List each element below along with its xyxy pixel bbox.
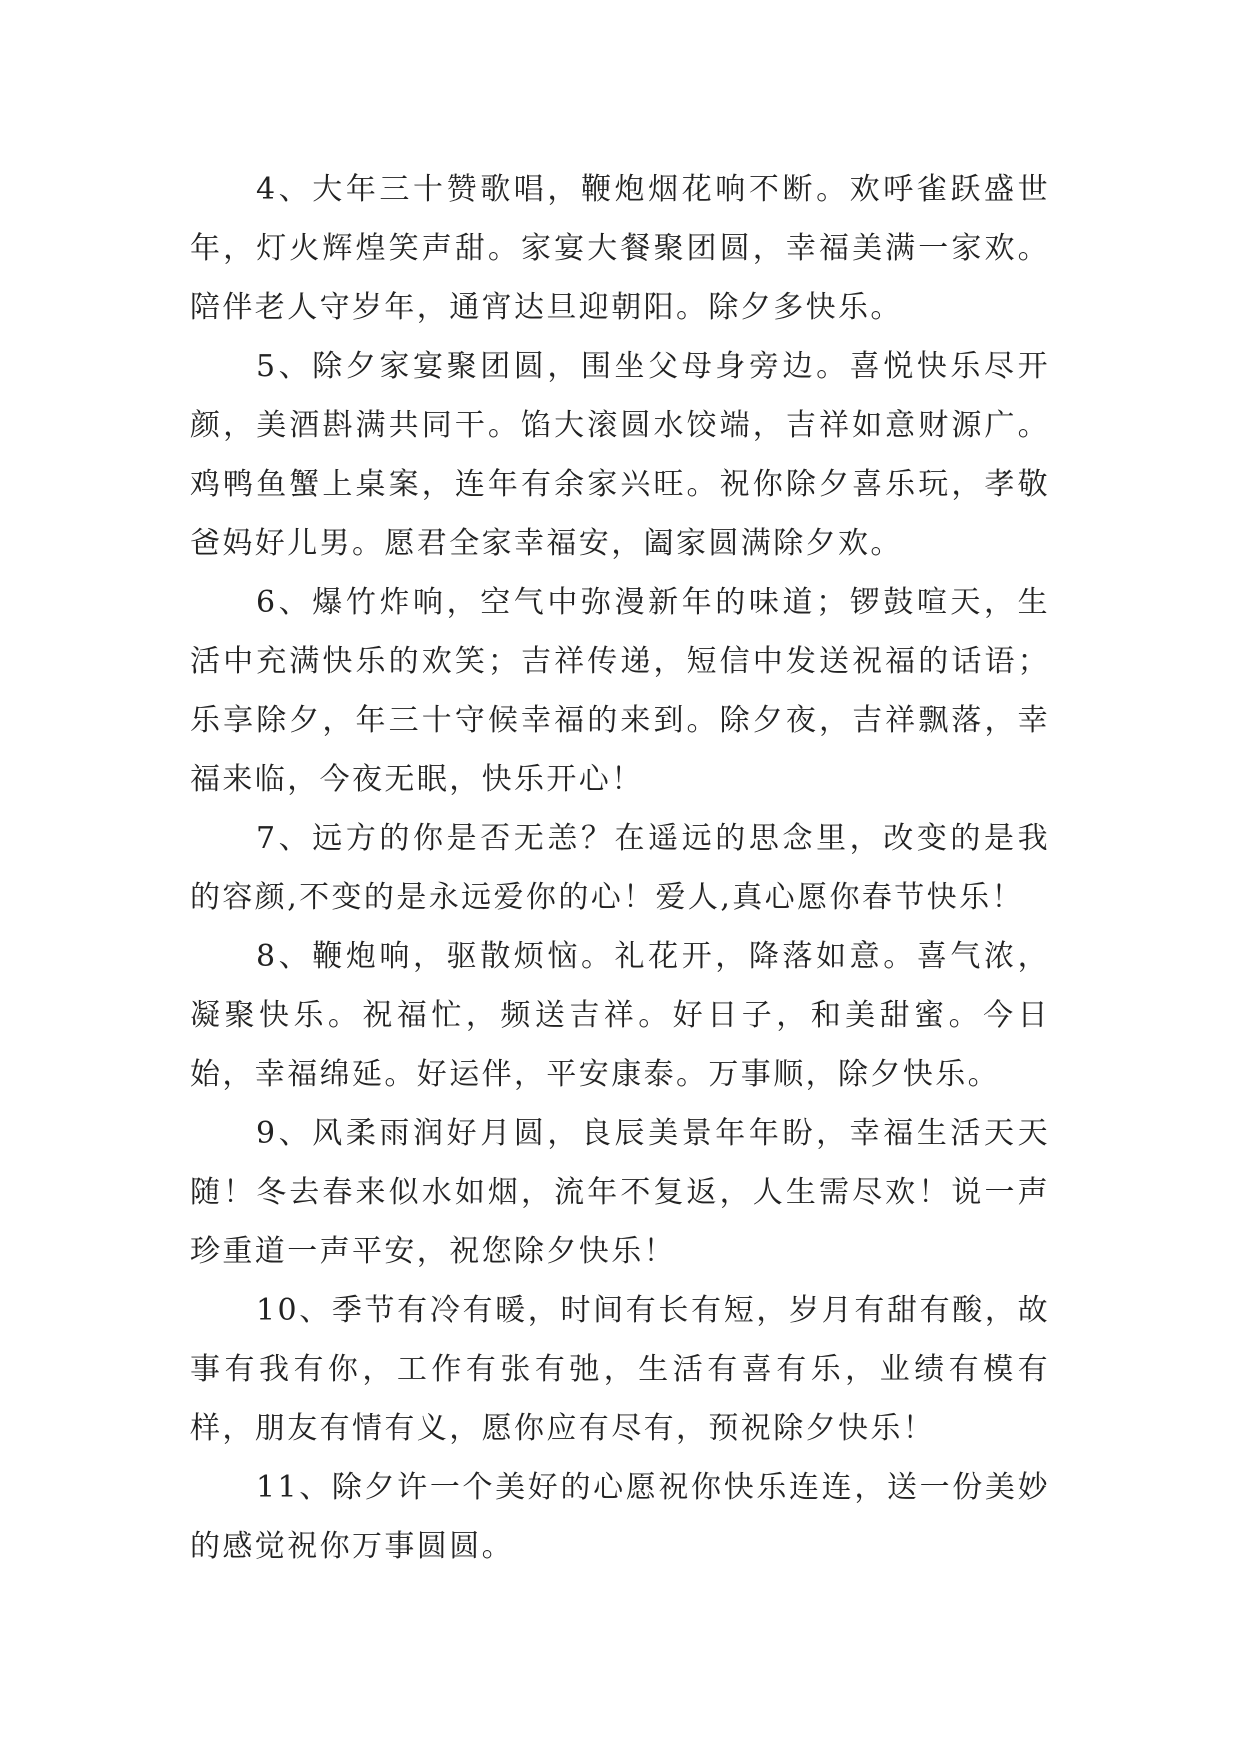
paragraph-8: 8、鞭炮响，驱散烦恼。礼花开，降落如意。喜气浓，凝聚快乐。祝福忙，频送吉祥。好日子，和美甜蜜。今日始，幸福绵延。好运伴，平安康泰。万事顺，除夕快乐。 — [190, 939, 1050, 1092]
paragraph-4: 4、大年三十赞歌唱，鞭炮烟花响不断。欢呼雀跃盛世年，灯火辉煌笑声甜。家宴大餐聚团圆，幸福美满一家欢。陪伴老人守岁年，通宵达旦迎朝阳。除夕多快乐。 — [190, 172, 1050, 325]
paragraph-5: 5、除夕家宴聚团圆，围坐父母身旁边。喜悦快乐尽开颜，美酒斟满共同干。馅大滚圆水饺端，吉祥如意财源广。鸡鸭鱼蟹上桌案，连年有余家兴旺。祝你除夕喜乐玩，孝敬爸妈好儿男。愿君全家幸福安，阖家圆满除夕欢。 — [190, 349, 1050, 561]
document-body — [190, 160, 1050, 1576]
paragraph-9: 9、风柔雨润好月圆，良辰美景年年盼，幸福生活天天随！冬去春来似水如烟，流年不复返，人生需尽欢！说一声珍重道一声平安，祝您除夕快乐！ — [190, 1116, 1050, 1269]
paragraph-7: 7、远方的你是否无恙？在遥远的思念里，改变的是我的容颜,不变的是永远爱你的心！爱人,真心愿你春节快乐！ — [190, 821, 1050, 915]
paragraph-10: 10、季节有冷有暖，时间有长有短，岁月有甜有酸，故事有我有你，工作有张有弛，生活有喜有乐，业绩有模有样，朋友有情有义，愿你应有尽有，预祝除夕快乐！ — [190, 1293, 1050, 1446]
paragraph-6: 6、爆竹炸响，空气中弥漫新年的味道；锣鼓喧天，生活中充满快乐的欢笑；吉祥传递，短信中发送祝福的话语；乐享除夕，年三十守候幸福的来到。除夕夜，吉祥飘落，幸福来临，今夜无眠，快乐开心！ — [190, 585, 1050, 797]
paragraph-11: 11、除夕许一个美好的心愿祝你快乐连连，送一份美妙的感觉祝你万事圆圆。 — [190, 1470, 1050, 1564]
